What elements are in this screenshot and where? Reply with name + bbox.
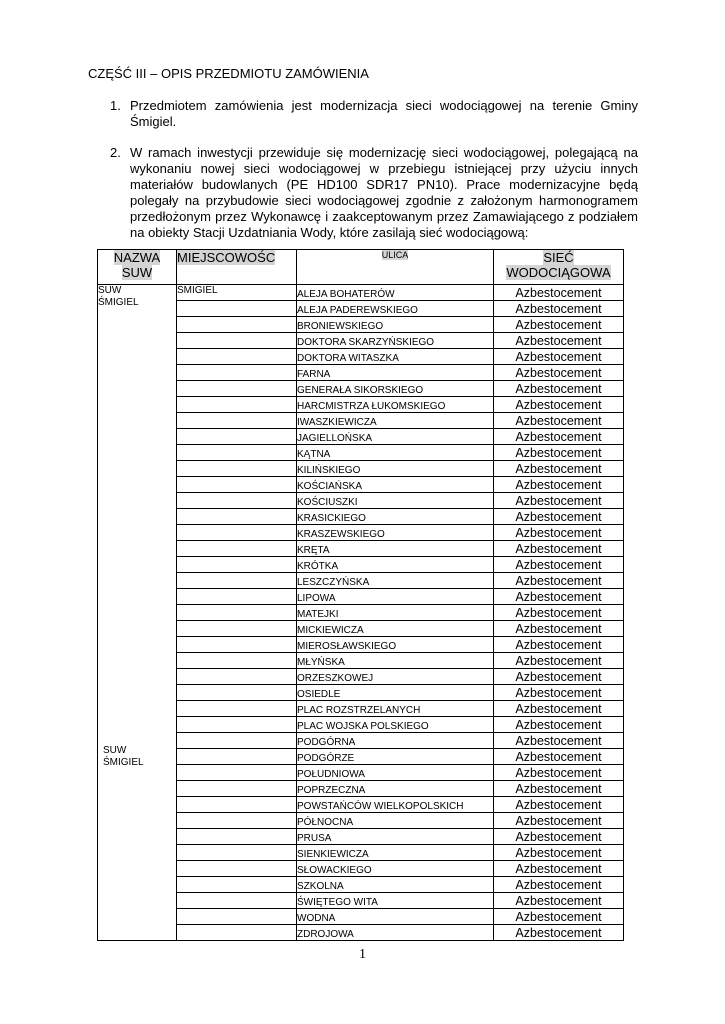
- street-cell: ZDROJOWA: [297, 925, 494, 941]
- town-cell: [177, 541, 297, 557]
- network-cell: Azbestocement: [494, 541, 624, 557]
- street-cell: SZKOLNA: [297, 877, 494, 893]
- network-cell: Azbestocement: [494, 317, 624, 333]
- town-cell: [177, 797, 297, 813]
- network-cell: Azbestocement: [494, 813, 624, 829]
- town-cell: [177, 429, 297, 445]
- network-cell: Azbestocement: [494, 557, 624, 573]
- header-street: ULICA: [297, 250, 494, 285]
- paragraph-1: [110, 98, 638, 130]
- network-cell: Azbestocement: [494, 605, 624, 621]
- street-cell: FARNA: [297, 365, 494, 381]
- street-cell: PODGÓRZE: [297, 749, 494, 765]
- town-cell: [177, 381, 297, 397]
- network-cell: Azbestocement: [494, 477, 624, 493]
- suw-label: SUW ŚMIGIEL: [103, 745, 144, 768]
- network-cell: Azbestocement: [494, 845, 624, 861]
- town-cell: [177, 765, 297, 781]
- town-cell: [177, 669, 297, 685]
- town-cell: [177, 349, 297, 365]
- street-cell: WODNA: [297, 909, 494, 925]
- street-cell: KRASZEWSKIEGO: [297, 525, 494, 541]
- street-cell: KILIŃSKIEGO: [297, 461, 494, 477]
- town-cell: [177, 413, 297, 429]
- street-cell: PRUSA: [297, 829, 494, 845]
- table-header-row: [98, 250, 624, 285]
- town-cell: [177, 333, 297, 349]
- network-cell: Azbestocement: [494, 445, 624, 461]
- town-cell: [177, 509, 297, 525]
- network-cell: Azbestocement: [494, 749, 624, 765]
- street-cell: ALEJA BOHATERÓW: [297, 285, 494, 301]
- street-cell: KOŚCIAŃSKA: [297, 477, 494, 493]
- streets-table: [97, 249, 624, 941]
- street-cell: MIEROSŁAWSKIEGO: [297, 637, 494, 653]
- town-cell: [177, 301, 297, 317]
- network-cell: Azbestocement: [494, 429, 624, 445]
- town-cell: [177, 781, 297, 797]
- town-cell: [177, 557, 297, 573]
- street-cell: SIENKIEWICZA: [297, 845, 494, 861]
- page-number: 1: [359, 947, 366, 962]
- network-cell: Azbestocement: [494, 285, 624, 301]
- street-cell: DOKTORA SKARZYŃSKIEGO: [297, 333, 494, 349]
- town-cell: [177, 573, 297, 589]
- town-cell: [177, 829, 297, 845]
- town-cell: [177, 701, 297, 717]
- town-cell: [177, 461, 297, 477]
- network-cell: Azbestocement: [494, 365, 624, 381]
- street-cell: GENERAŁA SIKORSKIEGO: [297, 381, 494, 397]
- town-cell: [177, 749, 297, 765]
- network-cell: Azbestocement: [494, 333, 624, 349]
- town-cell: [177, 589, 297, 605]
- table-row: [98, 285, 624, 301]
- street-cell: BRONIEWSKIEGO: [297, 317, 494, 333]
- network-cell: Azbestocement: [494, 701, 624, 717]
- network-cell: Azbestocement: [494, 509, 624, 525]
- page-title: CZĘŚĆ III – OPIS PRZEDMIOTU ZAMÓWIENIA: [88, 66, 369, 81]
- network-cell: Azbestocement: [494, 797, 624, 813]
- network-cell: Azbestocement: [494, 893, 624, 909]
- network-cell: Azbestocement: [494, 829, 624, 845]
- network-cell: Azbestocement: [494, 493, 624, 509]
- town-cell: [177, 845, 297, 861]
- header-suw: NAZWA SUW: [98, 250, 177, 285]
- town-cell: [177, 365, 297, 381]
- town-cell: [177, 445, 297, 461]
- network-cell: Azbestocement: [494, 685, 624, 701]
- network-cell: Azbestocement: [494, 637, 624, 653]
- network-cell: Azbestocement: [494, 573, 624, 589]
- town-cell: [177, 925, 297, 941]
- town-cell: [177, 877, 297, 893]
- street-cell: ORZESZKOWEJ: [297, 669, 494, 685]
- town-cell: [177, 477, 297, 493]
- town-cell: [177, 733, 297, 749]
- network-cell: Azbestocement: [494, 525, 624, 541]
- paragraph-text: W ramach inwestycji przewiduje się modernizację sieci wodociągowej, polegającą na wykonaniu nowej sieci wodociągowej w przebiegu istniejącej przy użyciu innych materiałów budowlanych (PE HD100 SDR17 PN10). Prace modernizacyjne będą polegały na przybudowie sieci wodociągowej zgodnie z założonym harmonogramem przedłożonym przez Wykonawcę i zaakceptowanym przez Zamawiającego z podziałem na obiekty Stacji Uzdatniania Wody, które zasilają sieć wodociągową:: [130, 145, 638, 240]
- network-cell: Azbestocement: [494, 301, 624, 317]
- street-cell: LIPOWA: [297, 589, 494, 605]
- street-cell: DOKTORA WITASZKA: [297, 349, 494, 365]
- table-body: [98, 285, 624, 941]
- street-cell: MATEJKI: [297, 605, 494, 621]
- network-cell: Azbestocement: [494, 765, 624, 781]
- town-cell: [177, 493, 297, 509]
- street-cell: ŚWIĘTEGO WITA: [297, 893, 494, 909]
- street-cell: LESZCZYŃSKA: [297, 573, 494, 589]
- street-cell: ALEJA PADEREWSKIEGO: [297, 301, 494, 317]
- street-cell: JAGIELLOŃSKA: [297, 429, 494, 445]
- street-cell: KRASICKIEGO: [297, 509, 494, 525]
- street-cell: SŁOWACKIEGO: [297, 861, 494, 877]
- street-cell: PODGÓRNA: [297, 733, 494, 749]
- town-cell: [177, 685, 297, 701]
- network-cell: Azbestocement: [494, 413, 624, 429]
- street-cell: KOŚCIUSZKI: [297, 493, 494, 509]
- paragraph-number: 1.: [110, 98, 121, 113]
- suw-label: SUW ŚMIGIEL: [98, 285, 139, 308]
- network-cell: Azbestocement: [494, 925, 624, 941]
- street-cell: PLAC ROZSTRZELANYCH: [297, 701, 494, 717]
- network-cell: Azbestocement: [494, 781, 624, 797]
- town-cell: [177, 861, 297, 877]
- town-cell: [177, 525, 297, 541]
- town-cell: [177, 605, 297, 621]
- network-cell: Azbestocement: [494, 861, 624, 877]
- network-cell: Azbestocement: [494, 461, 624, 477]
- network-cell: Azbestocement: [494, 669, 624, 685]
- street-cell: KRĘTA: [297, 541, 494, 557]
- town-cell: ŚMIGIEL: [177, 285, 297, 301]
- street-cell: MŁYŃSKA: [297, 653, 494, 669]
- street-cell: KRÓTKA: [297, 557, 494, 573]
- header-network: SIEĆ WODOCIĄGOWA: [494, 250, 624, 285]
- network-cell: Azbestocement: [494, 733, 624, 749]
- street-cell: POPRZECZNA: [297, 781, 494, 797]
- town-cell: [177, 717, 297, 733]
- network-cell: Azbestocement: [494, 349, 624, 365]
- header-town: MIEJSCOWOŚC: [177, 250, 297, 285]
- network-cell: Azbestocement: [494, 589, 624, 605]
- suw-cell: [98, 285, 177, 941]
- street-cell: POŁUDNIOWA: [297, 765, 494, 781]
- paragraph-text: Przedmiotem zamówienia jest modernizacja sieci wodociągowej na terenie Gminy Śmigiel.: [130, 98, 638, 129]
- network-cell: Azbestocement: [494, 653, 624, 669]
- network-cell: Azbestocement: [494, 621, 624, 637]
- town-cell: [177, 397, 297, 413]
- town-cell: [177, 909, 297, 925]
- network-cell: Azbestocement: [494, 381, 624, 397]
- street-cell: PLAC WOJSKA POLSKIEGO: [297, 717, 494, 733]
- town-cell: [177, 621, 297, 637]
- network-cell: Azbestocement: [494, 397, 624, 413]
- network-cell: Azbestocement: [494, 717, 624, 733]
- street-cell: POWSTAŃCÓW WIELKOPOLSKICH: [297, 797, 494, 813]
- paragraph-number: 2.: [110, 145, 121, 160]
- paragraph-2: [110, 145, 638, 241]
- network-cell: Azbestocement: [494, 877, 624, 893]
- town-cell: [177, 317, 297, 333]
- town-cell: [177, 893, 297, 909]
- street-cell: MICKIEWICZA: [297, 621, 494, 637]
- street-cell: KĄTNA: [297, 445, 494, 461]
- street-cell: IWASZKIEWICZA: [297, 413, 494, 429]
- town-cell: [177, 813, 297, 829]
- town-cell: [177, 637, 297, 653]
- town-cell: [177, 653, 297, 669]
- street-cell: HARCMISTRZA ŁUKOMSKIEGO: [297, 397, 494, 413]
- street-cell: PÓŁNOCNA: [297, 813, 494, 829]
- network-cell: Azbestocement: [494, 909, 624, 925]
- street-cell: OSIEDLE: [297, 685, 494, 701]
